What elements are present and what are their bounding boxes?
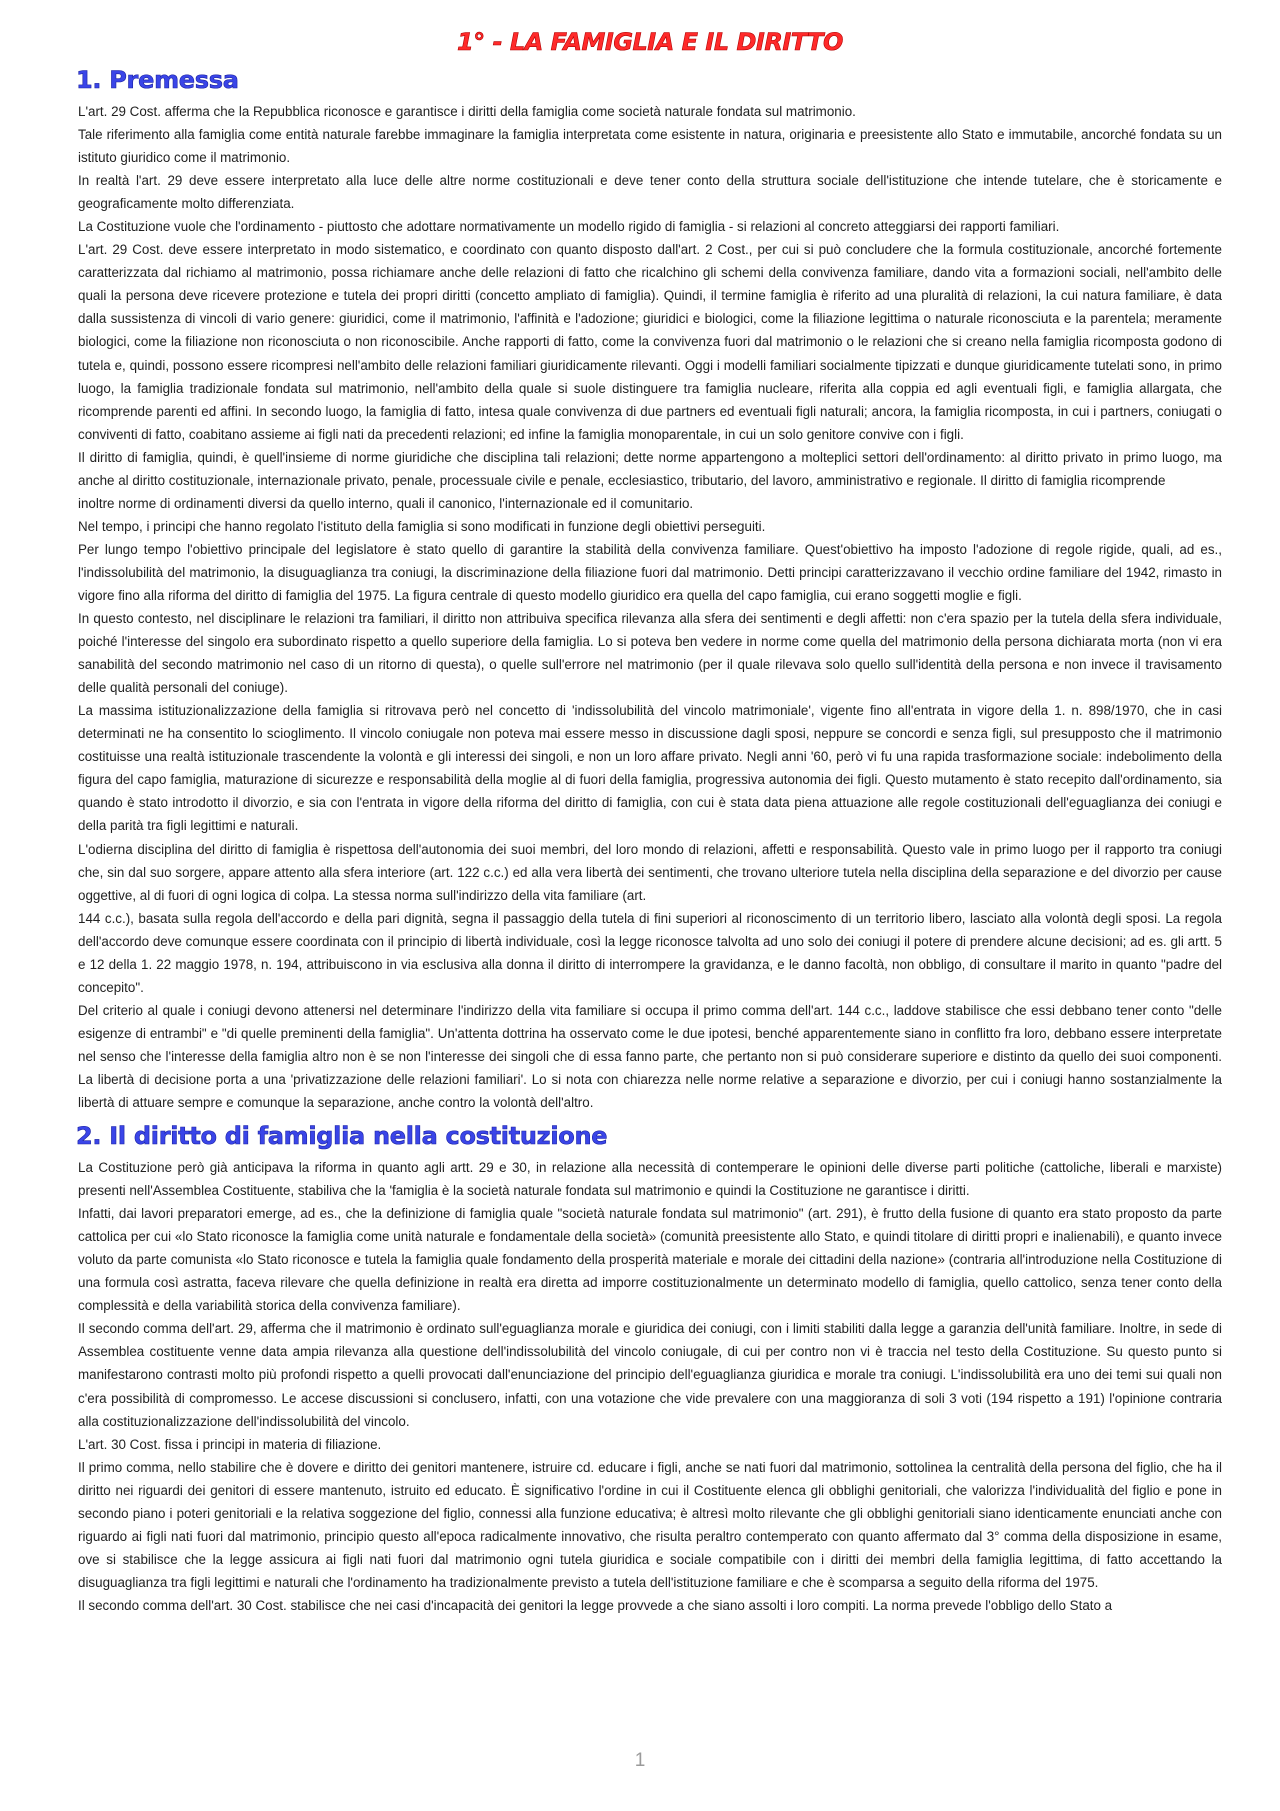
- section-heading: 2. Il diritto di famiglia nella costituzione: [76, 1122, 608, 1151]
- paragraph: Il primo comma, nello stabilire che è dovere e diritto dei genitori mantenere, istruire cd. educare i figli, anche se nati fuori dal matrimonio, sottolinea la centralità della persona del figlio, che ha il diritto nei riguardi dei genitori di essere mantenuto, istruito ed educato. È significativo l'ordine in cui il Costituente elenca gli obblighi genitoriali, che valorizza l'individualità del figlio e pone in secondo piano i poteri genitoriali e la relativa soggezione del figlio, connessi alla funzione educativa; è altresì molto rilevante che gli obblighi genitoriali siano identicamente enunciati anche con riguardo ai figli nati fuori dal matrimonio, principio questo all'epoca radicalmente innovativo, che risulta peraltro contemperato con quanto affermato dal 3° comma della disposizione in esame, ove si stabilisce che la legge assicura ai figli nati fuori dal matrimonio ogni tutela giuridica e sociale compatibile con i diritti dei membri della famiglia legittima, di fatto accettando la disuguaglianza tra figli legittimi e naturali che l'ordinamento ha tradizionalmente previsto a tutela dell'istituzione familiare e che è scomparsa a seguito della riforma del 1975.: [78, 1459, 1222, 1590]
- paragraph: Il secondo comma dell'art. 30 Cost. stabilisce che nei casi d'incapacità dei genitori la legge provvede a che siano assolti i loro compiti. La norma prevede l'obbligo dello Stato a: [78, 1597, 1113, 1613]
- paragraph: La Costituzione però già anticipava la riforma in quanto agli artt. 29 e 30, in relazione alla necessità di contemperare le opinioni delle diverse parti politiche (cattoliche, liberali e marxiste) presenti nell'Assemblea Costituente, stabiliva che la 'famiglia è la società naturale fondata sul matrimonio e quindi la Costituzione ne garantisce i diritti.: [78, 1160, 1222, 1199]
- paragraph: Nel tempo, i principi che hanno regolato l'istituto della famiglia si sono modificati in funzione degli obiettivi perseguiti.: [78, 518, 766, 534]
- document-title: 1° - LA FAMIGLIA E IL DIRITTO: [457, 28, 843, 56]
- paragraph: In questo contesto, nel disciplinare le relazioni tra familiari, il diritto non attribuiva specifica rilevanza alla sfera dei sentimenti e degli affetti: non c'era spazio per la tutela della sfera individuale, poiché l'interesse del singolo era subordinato rispetto a quello superiore della famiglia. Lo si poteva ben vedere in norme come quella del matrimonio della persona dichiarata morta (non vi era sanabilità del secondo matrimonio nel caso di un ritorno di questa), o quelle sull'errore nel matrimonio (per il quale rilevava solo quello sull'identità della persona e non invece il travisamento delle qualità personali del coniuge).: [78, 611, 1222, 696]
- paragraph: Tale riferimento alla famiglia come entità naturale farebbe immaginare la famiglia interpretata come esistente in natura, originaria e preesistente allo Stato e immutabile, ancorché fondata su un istituto giuridico come il matrimonio.: [78, 127, 1222, 166]
- paragraph: La Costituzione vuole che l'ordinamento - piuttosto che adottare normativamente un modello rigido di famiglia - si relazioni al concreto atteggiarsi dei rapporti familiari.: [78, 219, 1060, 235]
- paragraph: L'art. 30 Cost. fissa i principi in materia di filiazione.: [78, 1436, 382, 1452]
- paragraph: La massima istituzionalizzazione della famiglia si ritrovava però nel concetto di 'indissolubilità del vincolo matrimoniale', vigente fino all'entrata in vigore della 1. n. 898/1970, che in casi determinati ne ha consentito lo scioglimento. Il vincolo coniugale non poteva mai essere messo in discussione dagli sposi, neppure se concordi e senza figli, sul presupposto che il matrimonio costituisse una realtà istituzionale trascendente la volontà e gli interessi dei singoli, e non un loro affare privato. Negli anni '60, però vi fu una rapida trasformazione sociale: indebolimento della figura del capo famiglia, maturazione di sicurezze e responsabilità della moglie al di fuori della famiglia, progressiva autonomia dei figli. Questo mutamento è stato recepito dall'ordinamento, sia quando è stato introdotto il divorzio, e sia con l'entrata in vigore della riforma del diritto di famiglia, con cui è stata data piena attuazione alle regole costituzionali dell'eguaglianza dei coniugi e della parità tra figli legittimi e naturali.: [78, 703, 1222, 834]
- paragraph: Il secondo comma dell'art. 29, afferma che il matrimonio è ordinato sull'eguaglianza morale e giuridica dei coniugi, con i limiti stabiliti dalla legge a garanzia dell'unità familiare. Inoltre, in sede di Assemblea costituente venne data ampia rilevanza alla questione dell'indissolubilità del vincolo coniugale, di cui per contro non vi è traccia nel testo della Costituzione. Su questo punto si manifestarono contrasti molto più profondi rispetto a quelli provocati dall'enunciazione del principio dell'eguaglianza giuridica e morale tra coniugi. L'indissolubilità era uno dei temi sui quali non c'era possibilità di compromesso. Le accese discussioni si conclusero, infatti, con una votazione che vide prevalere con una maggioranza di soli 3 voti (194 rispetto a 191) l'opinione contraria alla costituzionalizzazione dell'indissolubilità del vincolo.: [78, 1321, 1222, 1429]
- paragraph: 144 c.c.), basata sulla regola dell'accordo e della pari dignità, segna il passaggio della tutela di fini superiori al riconoscimento di un territorio libero, lasciato alla volontà degli sposi. La regola dell'accordo deve comunque essere coordinata con il principio di libertà individuale, così la legge riconosce talvolta ad uno solo dei coniugi il potere di prendere alcune decisioni; ad es. gli artt. 5 e 12 della 1. 22 maggio 1978, n. 194, attribuiscono in via esclusiva alla donna il diritto di interrompere la gravidanza, e le danno facoltà, non obbligo, di consultare il marito in quanto "padre del concepito".: [78, 910, 1222, 995]
- paragraph: inoltre norme di ordinamenti diversi da quello interno, quali il canonico, l'internazionale ed il comunitario.: [78, 495, 694, 511]
- paragraph: L'odierna disciplina del diritto di famiglia è rispettosa dell'autonomia dei suoi membri, del loro mondo di relazioni, affetti e responsabilità. Questo vale in primo luogo per il rapporto tra coniugi che, sin dal suo sorgere, appare attento alla sfera interiore (art. 122 c.c.) ed alla vera libertà dei sentimenti, che trovano ulteriore tutela nella disciplina della separazione e del divorzio per cause oggettive, al di fuori di ogni logica di colpa. La stessa norma sull'indirizzo della vita familiare (art.: [78, 841, 1222, 903]
- paragraph: L'art. 29 Cost. deve essere interpretato in modo sistematico, e coordinato con quanto disposto dall'art. 2 Cost., per cui si può concludere che la formula costituzionale, ancorché fortemente caratterizzata dal richiamo al matrimonio, possa richiamare anche delle relazioni di fatto che ricalchino gli schemi della convivenza familiare, dando vita a formazioni sociali, nell'ambito delle quali la persona deve ricevere protezione e tutela dei propri diritti (concetto ampliato di famiglia). Quindi, il termine famiglia è riferito ad una pluralità di relazioni, la cui natura familiare, è data dalla sussistenza di vincoli di vario genere: giuridici, come il matrimonio, l'affinità e l'adozione; giuridici e biologici, come la filiazione legittima o naturale riconosciuta e la parentela; meramente biologici, come la filiazione non riconosciuta o non riconoscibile. Anche rapporti di fatto, come la convivenza fuori dal matrimonio o le relazioni che si creano nella famiglia ricomposta godono di tutela e, quindi, possono essere ricompresi nell'ambito delle relazioni familiari giuridicamente rilevanti. Oggi i modelli familiari socialmente tipizzati e dunque giuridicamente tutelati sono, in primo luogo, la famiglia tradizionale fondata sul matrimonio, nell'ambito della quale si suole distinguere tra famiglia nucleare, riferita alla coppia ed agli eventuali figli, e famiglia allargata, che ricomprende parenti ed affini. In secondo luogo, la famiglia di fatto, intesa quale convivenza di due partners ed eventuali figli naturali; ancora, la famiglia ricomposta, in cui i partners, coniugati o conviventi di fatto, coabitano assieme ai figli nati da precedenti relazioni; ed infine la famiglia monoparentale, in cui un solo genitore convive con i figli.: [78, 242, 1222, 442]
- paragraph: L'art. 29 Cost. afferma che la Repubblica riconosce e garantisce i diritti della famiglia come società naturale fondata sul matrimonio.: [78, 104, 856, 119]
- paragraph: Del criterio al quale i coniugi devono attenersi nel determinare l'indirizzo della vita familiare si occupa il primo comma dell'art. 144 c.c., laddove stabilisce che essi debbano tener conto "delle esigenze di entrambi" e "di quelle preminenti della famiglia". Un'attenta dottrina ha osservato come le due ipotesi, benché apparentemente siano in conflitto fra loro, debbano essere interpretate nel senso che l'interesse della famiglia altro non è se non l'interesse dei singoli che di essa fanno parte, che pertanto non si può considerare superiore e distinto da quello dei suoi componenti. La libertà di decisione porta a una 'privatizzazione delle relazioni familiari'. Lo si nota con chiarezza nelle norme relative a separazione e divorzio, per cui i coniugi hanno sostanzialmente la libertà di attuare sempre e comunque la separazione, anche contro la volontà dell'altro.: [78, 1002, 1222, 1111]
- paragraph: Per lungo tempo l'obiettivo principale del legislatore è stato quello di garantire la stabilità della convivenza familiare. Quest'obiettivo ha imposto l'adozione di regole rigide, quali, ad es., l'indissolubilità del matrimonio, la disuguaglianza tra coniugi, la discriminazione della filiazione fuori dal matrimonio. Detti principi caratterizzavano il vecchio ordine familiare del 1942, rimasto in vigore fino alla riforma del diritto di famiglia del 1975. La figura centrale di questo modello giuridico era quella del capo famiglia, cui erano soggetti moglie e figli.: [78, 541, 1222, 603]
- paragraph: Infatti, dai lavori preparatori emerge, ad es., che la definizione di famiglia quale "società naturale fondata sul matrimonio" (art. 291), è frutto della fusione di quanto era stato proposto da parte cattolica per cui «lo Stato riconosce la famiglia come unità naturale e fondamentale della società» (comunità preesistente allo Stato, e quindi titolare di diritti propri e inalienabili), e quanto invece voluto da parte comunista «lo Stato riconosce e tutela la famiglia quale fondamento della prosperità materiale e morale dei cittadini della nazione» (contraria all'introduzione nella Costituzione di una formula così astratta, faceva rilevare che quella definizione in realtà era diretta ad imporre costituzionalmente un determinato modello di famiglia, quello cattolico, senza tener conto della complessità e della variabilità storica della convivenza familiare).: [78, 1206, 1222, 1314]
- section-heading: 1. Premessa: [76, 66, 239, 94]
- page-number: 1: [634, 1750, 646, 1771]
- section-premessa: [78, 66, 1222, 1114]
- section-diritto-costituzione: [78, 1122, 1222, 1617]
- paragraph: Il diritto di famiglia, quindi, è quell'insieme di norme giuridiche che disciplina tali relazioni; dette norme appartengono a molteplici settori dell'ordinamento: al diritto privato in primo luogo, ma anche al diritto costituzionale, internazionale privato, penale, processuale civile e penale, ecclesiastico, tributario, del lavoro, amministrativo e regionale. Il diritto di famiglia ricomprende: [78, 449, 1222, 488]
- paragraph: In realtà l'art. 29 deve essere interpretato alla luce delle altre norme costituzionali e deve tener conto della struttura sociale dell'istituzione che intende tutelare, che è storicamente e geograficamente molto differenziata.: [78, 173, 1222, 212]
